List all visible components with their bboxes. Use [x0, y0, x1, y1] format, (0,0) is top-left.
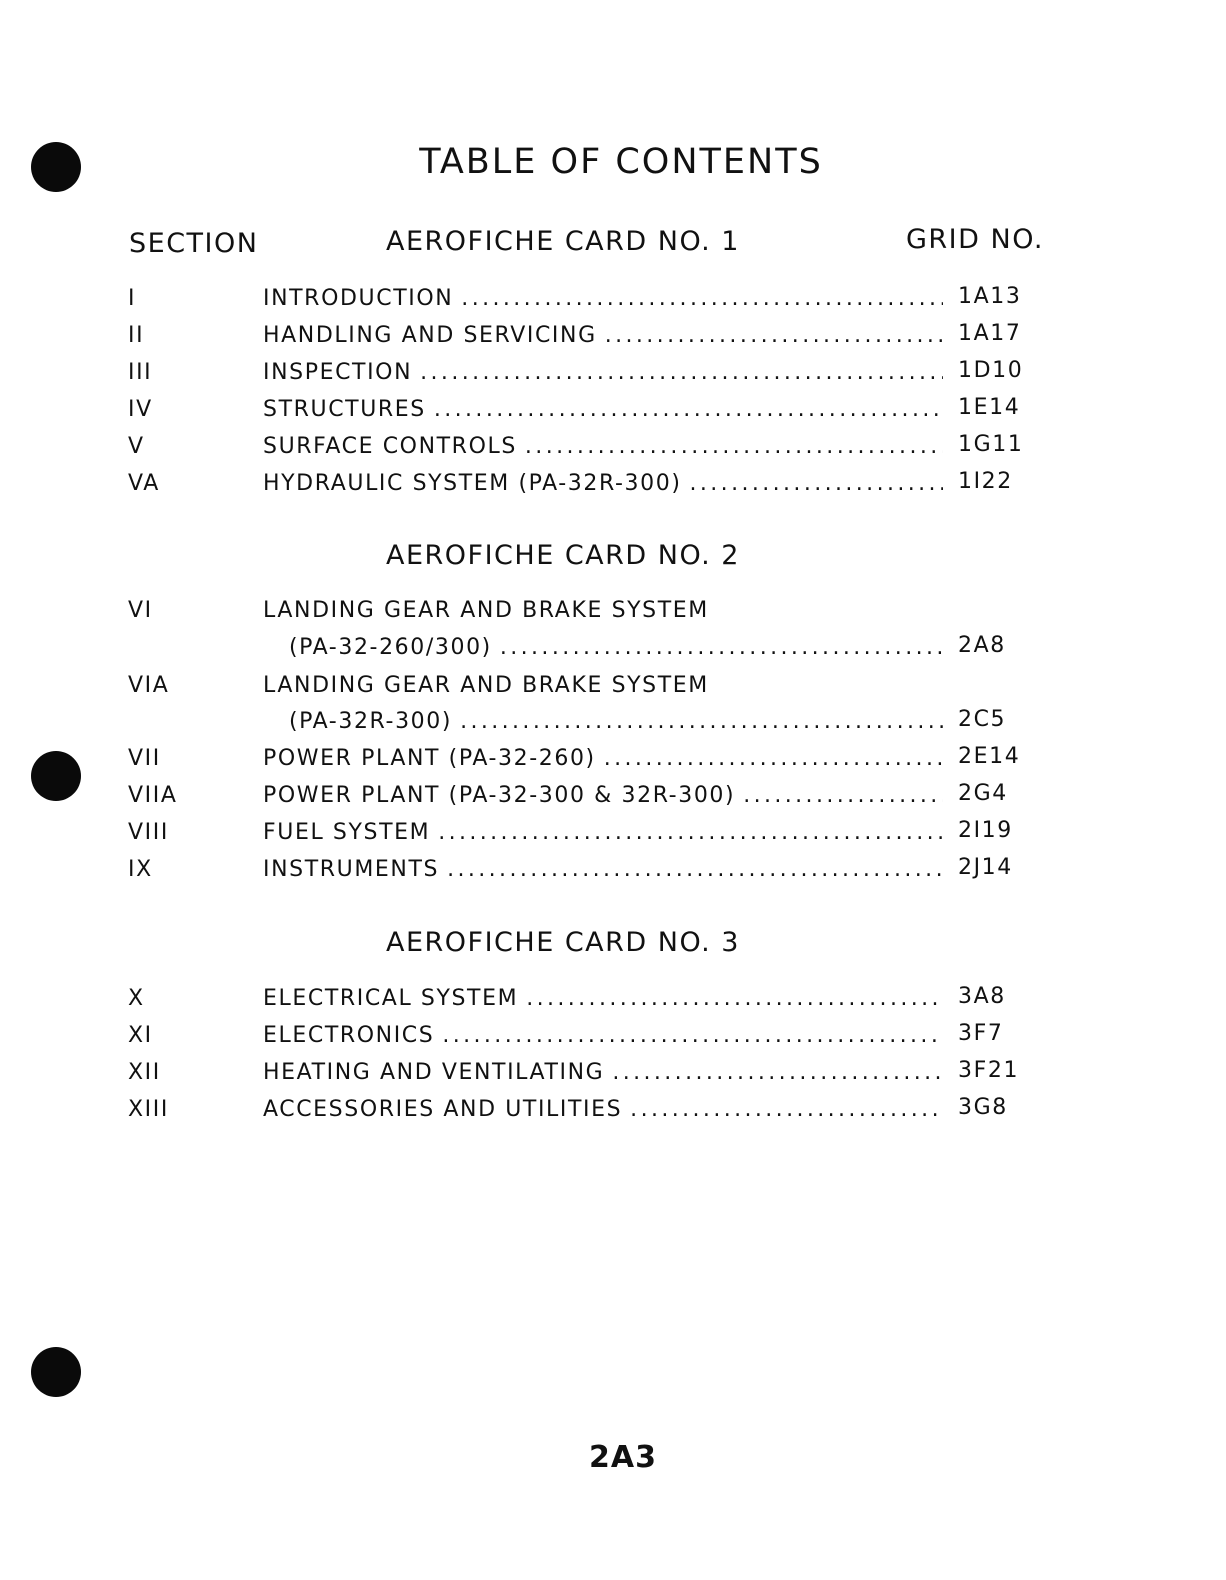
section-number: X — [128, 986, 145, 1011]
entry-title: HYDRAULIC SYSTEM (PA-32R-300) — [263, 471, 682, 496]
entry-title: FUEL SYSTEM — [263, 820, 431, 845]
toc-row — [0, 286, 1226, 316]
entry-title: HEATING AND VENTILATING — [263, 1060, 605, 1085]
toc-row — [0, 323, 1226, 353]
toc-row — [0, 746, 1226, 776]
section-number: VIII — [128, 820, 169, 845]
toc-entry — [263, 286, 943, 311]
section-number: IV — [128, 397, 153, 422]
toc-row — [0, 434, 1226, 464]
entry-title: ACCESSORIES AND UTILITIES — [263, 1097, 623, 1122]
dot-leader — [612, 1060, 943, 1085]
grid-number: 1E14 — [958, 395, 1021, 420]
grid-number: 2C5 — [958, 707, 1007, 732]
section-number: VI — [128, 598, 153, 623]
toc-entry — [263, 471, 943, 496]
section-number: VA — [128, 471, 160, 496]
entry-title: POWER PLANT (PA-32-260) — [263, 746, 596, 771]
grid-number: 3A8 — [958, 984, 1006, 1009]
toc-row — [0, 857, 1226, 887]
entry-subtitle: (PA-32R-300) — [289, 709, 453, 734]
dot-leader — [442, 1023, 943, 1048]
entry-title: SURFACE CONTROLS — [263, 434, 517, 459]
section-number: V — [128, 434, 145, 459]
dot-leader — [447, 857, 943, 882]
toc-entry — [263, 820, 943, 845]
toc-entry — [263, 1023, 943, 1048]
page-number: 2A3 — [589, 1440, 657, 1475]
entry-title: LANDING GEAR AND BRAKE SYSTEM — [263, 598, 709, 623]
punch-hole — [31, 1347, 81, 1397]
toc-entry — [263, 397, 943, 422]
entry-title: INSPECTION — [263, 360, 413, 385]
card-2-heading: AEROFICHE CARD NO. 2 — [386, 540, 740, 571]
section-number: XI — [128, 1023, 153, 1048]
toc-row — [0, 397, 1226, 427]
toc-entry — [263, 1097, 943, 1122]
grid-number: 2A8 — [958, 633, 1006, 658]
toc-row — [0, 673, 1226, 703]
toc-entry — [263, 857, 943, 882]
dot-leader — [630, 1097, 943, 1122]
entry-subtitle: (PA-32-260/300) — [289, 635, 492, 660]
toc-row-continued — [0, 709, 1226, 739]
section-number: I — [128, 286, 137, 311]
entry-title: ELECTRICAL SYSTEM — [263, 986, 519, 1011]
toc-entry — [263, 783, 943, 808]
toc-entry — [289, 635, 943, 660]
entry-title: LANDING GEAR AND BRAKE SYSTEM — [263, 673, 709, 698]
toc-row — [0, 360, 1226, 390]
grid-number: 2I19 — [958, 818, 1013, 843]
grid-number: 1G11 — [958, 432, 1024, 457]
grid-number: 1A13 — [958, 284, 1022, 309]
toc-entry — [263, 434, 943, 459]
grid-number: 3F7 — [958, 1021, 1004, 1046]
section-number: IX — [128, 857, 153, 882]
toc-row — [0, 1060, 1226, 1090]
toc-row — [0, 820, 1226, 850]
entry-title: HANDLING AND SERVICING — [263, 323, 597, 348]
grid-number: 1D10 — [958, 358, 1024, 383]
dot-leader — [434, 397, 943, 422]
dot-leader — [605, 323, 943, 348]
dot-leader — [743, 783, 943, 808]
grid-number: 3G8 — [958, 1095, 1008, 1120]
entry-title: STRUCTURES — [263, 397, 426, 422]
section-number: XII — [128, 1060, 161, 1085]
toc-row — [0, 598, 1226, 628]
dot-leader — [690, 471, 944, 496]
grid-number: 1I22 — [958, 469, 1013, 494]
dot-leader — [438, 820, 943, 845]
grid-number: 2J14 — [958, 855, 1013, 880]
entry-title: INTRODUCTION — [263, 286, 454, 311]
dot-leader — [461, 286, 943, 311]
grid-number: 2G4 — [958, 781, 1008, 806]
dot-leader — [420, 360, 943, 385]
section-number: VIA — [128, 673, 170, 698]
toc-entry — [289, 709, 943, 734]
section-column-header: SECTION — [129, 228, 259, 259]
toc-entry — [263, 323, 943, 348]
entry-title: POWER PLANT (PA-32-300 & 32R-300) — [263, 783, 736, 808]
toc-row — [0, 1023, 1226, 1053]
grid-column-header: GRID NO. — [906, 224, 1044, 255]
toc-row — [0, 986, 1226, 1016]
page-title: TABLE OF CONTENTS — [419, 142, 823, 182]
card-3-heading: AEROFICHE CARD NO. 3 — [386, 927, 740, 958]
grid-number: 1A17 — [958, 321, 1022, 346]
section-number: XIII — [128, 1097, 169, 1122]
section-number: III — [128, 360, 153, 385]
entry-title: INSTRUMENTS — [263, 857, 440, 882]
entry-title: ELECTRONICS — [263, 1023, 435, 1048]
section-number: VIIA — [128, 783, 178, 808]
toc-entry — [263, 986, 943, 1011]
dot-leader — [526, 986, 943, 1011]
toc-entry — [263, 746, 943, 771]
card-1-heading: AEROFICHE CARD NO. 1 — [386, 226, 740, 257]
toc-entry — [263, 1060, 943, 1085]
section-number: II — [128, 323, 145, 348]
dot-leader — [604, 746, 943, 771]
grid-number: 2E14 — [958, 744, 1021, 769]
dot-leader — [460, 709, 943, 734]
section-number: VII — [128, 746, 161, 771]
grid-number: 3F21 — [958, 1058, 1020, 1083]
toc-entry — [263, 360, 943, 385]
toc-row — [0, 471, 1226, 501]
toc-row — [0, 1097, 1226, 1127]
toc-row — [0, 783, 1226, 813]
toc-row-continued — [0, 635, 1226, 665]
dot-leader — [500, 635, 943, 660]
dot-leader — [525, 434, 943, 459]
